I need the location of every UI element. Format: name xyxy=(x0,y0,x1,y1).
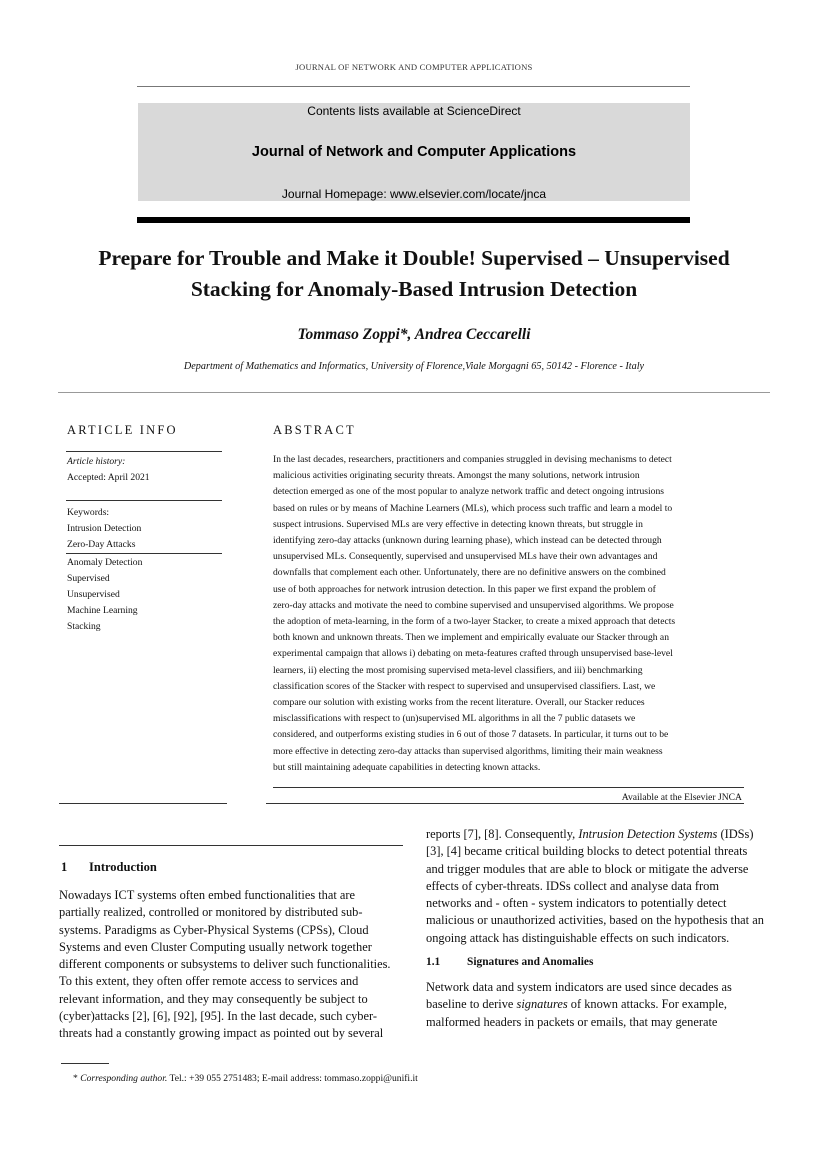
body-line: networks and - often - system indicators to potentially detect xyxy=(426,896,727,911)
body-line: partially realized, controlled or monitored by distributed sub- xyxy=(59,905,363,920)
title-line-2: Stacking for Anomaly-Based Intrusion Detection xyxy=(190,277,638,301)
body-text: (IDSs) xyxy=(717,827,754,841)
abstract-line: unsupervised MLs. Consequently, supervised and unsupervised MLs have their own advantages and xyxy=(273,551,658,563)
body-line: ongoing attack has distinguishable effects on such indicators. xyxy=(426,930,730,945)
journal-banner xyxy=(138,103,690,201)
abstract-line: both known and unknown threats. Then we implement and empirically evaluate our Stacker through an xyxy=(273,632,669,644)
journal-homepage: Journal Homepage: www.elsevier.com/locate/jnca xyxy=(281,187,547,201)
body-line xyxy=(426,996,769,1013)
keyword-item: Stacking xyxy=(67,621,101,632)
footnote-rule xyxy=(61,1063,109,1064)
body-line xyxy=(426,826,769,843)
abstract-bottom-rule xyxy=(266,803,744,804)
intro-top-rule xyxy=(59,845,403,846)
body-line: relevant information, and they may consequently be subject to xyxy=(59,991,368,1006)
abstract-line: identifying zero-day attacks (unknown during learning phase), which instead can be detected through xyxy=(273,535,662,547)
body-line: and trigger modules that are able to block or mitigate the adverse xyxy=(426,861,749,876)
title-line-1: Prepare for Trouble and Make it Double! Supervised – Unsupervised xyxy=(98,246,730,270)
body-line: systems. Paradigms as Cyber-Physical Systems (CPSs), Cloud xyxy=(59,922,369,937)
keyword-item: Zero-Day Attacks xyxy=(67,539,136,550)
header-rule xyxy=(137,86,690,87)
affiliation: Department of Mathematics and Informatics, University of Florence,Viale Morgagni 65, 50142 - Florence - Italy xyxy=(183,361,645,372)
accepted-date: Accepted: April 2021 xyxy=(67,472,150,483)
abstract-line: compare our solution with existing works from the recent literature. Overall, our Stacker reduces xyxy=(273,697,645,709)
emphasis-term: Intrusion Detection Systems xyxy=(578,827,718,841)
authors: Tommaso Zoppi*, Andrea Ceccarelli xyxy=(297,326,531,343)
footnote-text: Tel.: +39 055 2751483; E-mail address: tommaso.zoppi@unifi.it xyxy=(167,1073,418,1084)
abstract-line: considered, and outperforms existing studies in 6 out of those 7 datasets. In particular, it turns out to be xyxy=(273,729,669,741)
abstract-line: downfalls that complement each other. Unfortunately, there are no definitive answers on the combined xyxy=(273,567,666,579)
abstract-rule xyxy=(273,787,744,788)
emphasis-term: signatures xyxy=(516,997,568,1012)
abstract-line: but still maintaining adequate capabilities in detecting known attacks. xyxy=(273,761,541,773)
abstract-line: malicious activities originating security threats. Amongst the many solutions, network intrusion xyxy=(273,470,640,482)
thick-rule xyxy=(137,217,690,223)
subsection-title: Signatures and Anomalies xyxy=(467,956,594,968)
body-line: different components or subsystems to deliver such functionalities. xyxy=(59,957,391,972)
body-text: of known attacks. For example, xyxy=(567,997,727,1012)
abstract-line: experimental campaign that allows i) debating on meta-features crafted through unsupervised base-level xyxy=(273,648,673,660)
info-rule-1 xyxy=(66,451,222,452)
footnote-mark: * xyxy=(73,1073,78,1084)
subsection-text xyxy=(426,979,769,1031)
abstract-line: use of both approaches for network intrusion detection. In this paper we first expand the problem of xyxy=(273,583,656,595)
body-line: malformed headers in packets or emails, that may generate xyxy=(426,1014,718,1029)
info-rule-3 xyxy=(66,553,222,554)
abstract-line: In the last decades, researchers, practitioners and companies struggled in devising mechanisms to detect xyxy=(273,454,672,465)
abstract-line: classification scores of the Stacker with respect to supervised and unsupervised classifiers. Last, we xyxy=(273,680,656,692)
body-line: [3], [4] became critical building blocks to detect potential threats xyxy=(426,844,748,859)
footnote xyxy=(73,1073,418,1084)
body-line: threats had a constantly growing impact as pointed out by several xyxy=(59,1026,384,1041)
abstract-line: based on rules or by means of Machine Learners (MLs), which process such traffic and learn a model to xyxy=(273,502,673,514)
body-line: Nowadays ICT systems often embed functionalities that are xyxy=(59,888,356,902)
abstract-line: the adoption of meta-learning, in the form of a two-layer Stacker, to create a mixed approach that detects xyxy=(273,616,676,628)
article-info-heading: ARTICLE INFO xyxy=(67,423,178,437)
paper-title xyxy=(60,243,768,305)
info-rule-2 xyxy=(66,500,222,501)
keyword-item: Supervised xyxy=(67,573,110,584)
history-label: Article history: xyxy=(67,456,126,467)
keyword-item: Intrusion Detection xyxy=(67,523,142,534)
keywords-label: Keywords: xyxy=(67,507,110,518)
abstract-line: suspect intrusions. Supervised MLs are very effective in detecting known threats, but struggle in xyxy=(273,518,643,530)
abstract-line: detection emerged as one of the most popular to analyze network traffic and detect ongoing intrusions xyxy=(273,486,665,498)
abstract-heading: ABSTRACT xyxy=(273,423,356,437)
keyword-item: Unsupervised xyxy=(67,589,120,600)
title-rule xyxy=(58,392,770,393)
journal-name: Journal of Network and Computer Applications xyxy=(251,144,577,160)
info-bottom-rule xyxy=(59,803,227,804)
body-text: reports [7], [8]. Consequently, xyxy=(426,827,579,841)
body-line: effects of cyber-threats. IDSs collect and analyse data from xyxy=(426,878,719,893)
running-head: JOURNAL OF NETWORK AND COMPUTER APPLICATIONS xyxy=(295,62,533,72)
keyword-item: Anomaly Detection xyxy=(67,557,143,568)
abstract-line: learners, ii) electing the most promising supervised meta-level classifiers, and iii) benchmarking xyxy=(273,664,643,676)
body-line: malicious or unauthorized activities, based on the hypothesis that an xyxy=(426,913,764,928)
body-line: (cyber)attacks [2], [6], [92], [95]. In the last decade, such cyber- xyxy=(59,1009,377,1024)
body-line: Network data and system indicators are used since decades as xyxy=(426,980,732,994)
section-title: Introduction xyxy=(89,860,157,874)
footnote-label: Corresponding author. xyxy=(80,1073,168,1084)
body-text: baseline to derive xyxy=(426,997,517,1012)
intro-left-text xyxy=(59,887,402,1043)
intro-right-text xyxy=(426,826,769,947)
abstract-line: zero-day attacks and motivate the need to combine supervised and unsupervised algorithms. We propose xyxy=(273,599,674,611)
available-note: Available at the Elsevier JNCA xyxy=(621,792,742,803)
contents-line: Contents lists available at ScienceDirect xyxy=(307,104,521,118)
body-line: To this extent, they often offer remote access to services and xyxy=(59,974,359,989)
subsection-number: 1.1 xyxy=(426,956,441,968)
keyword-item: Machine Learning xyxy=(67,605,138,616)
body-line: Systems and even Cluster Computing usually network together xyxy=(59,939,372,954)
abstract-text xyxy=(273,452,742,776)
abstract-line: misclassifications with respect to (un)supervised ML algorithms in all the 7 public datasets we xyxy=(273,713,636,725)
section-number: 1 xyxy=(61,860,68,874)
abstract-line: more effective in detecting zero-day attacks than supervised algorithms, limiting their main weakness xyxy=(273,745,663,757)
